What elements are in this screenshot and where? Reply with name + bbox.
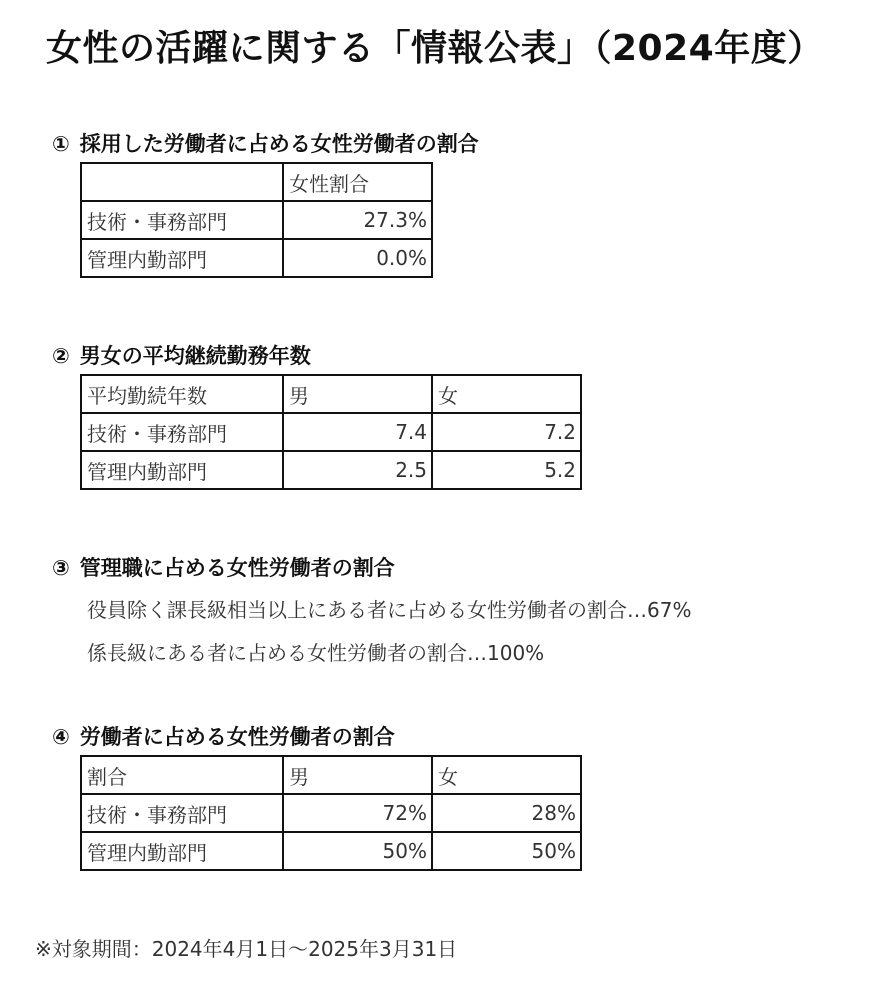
table-cell-value: 72% <box>283 794 432 832</box>
section-2-title: 男女の平均継続勤務年数 <box>79 344 311 368</box>
page-title: 女性の活躍に関する「情報公表」（2024年度） <box>46 28 824 69</box>
table-cell-value: 28% <box>432 794 581 832</box>
section-3-heading <box>52 552 395 582</box>
table-row-label: 技術・事務部門 <box>81 201 283 239</box>
table-row-label: 管理内勤部門 <box>81 451 283 489</box>
table-row-label: 技術・事務部門 <box>81 794 283 832</box>
section-3-title: 管理職に占める女性労働者の割合 <box>79 556 395 580</box>
table-row <box>81 832 581 870</box>
table-header-cell: 男 <box>283 375 432 413</box>
table-cell-value: 7.2 <box>432 413 581 451</box>
table-row <box>81 413 581 451</box>
workforce-gender-ratio-table <box>80 755 582 871</box>
section-2-heading <box>52 340 311 370</box>
section-4-number: ④ <box>52 725 70 749</box>
target-period-note: ※対象期間：2024年4月1日～2025年3月31日 <box>35 937 458 961</box>
chief-ratio-line: 係長級にある者に占める女性労働者の割合…100% <box>87 641 545 665</box>
section-1-heading <box>52 128 479 158</box>
table-header-row <box>81 756 581 794</box>
manager-ratio-line: 役員除く課長級相当以上にある者に占める女性労働者の割合…67% <box>87 598 692 622</box>
section-4-title: 労働者に占める女性労働者の割合 <box>79 725 395 749</box>
table-header-cell: 割合 <box>81 756 283 794</box>
table-row <box>81 239 432 277</box>
table-header-cell: 女 <box>432 375 581 413</box>
table-row <box>81 794 581 832</box>
table-cell-value: 50% <box>283 832 432 870</box>
section-1-title: 採用した労働者に占める女性労働者の割合 <box>79 132 479 156</box>
table-row <box>81 451 581 489</box>
table-header-row <box>81 375 581 413</box>
section-4-heading <box>52 721 395 751</box>
table-cell-value: 7.4 <box>283 413 432 451</box>
table-row-label: 技術・事務部門 <box>81 413 283 451</box>
table-cell-value: 0.0% <box>283 239 432 277</box>
table-header-cell: 男 <box>283 756 432 794</box>
table-header-cell: 平均勤続年数 <box>81 375 283 413</box>
table-cell-value: 27.3% <box>283 201 432 239</box>
table-header-cell: 女性割合 <box>283 163 432 201</box>
table-header-row <box>81 163 432 201</box>
section-3-number: ③ <box>52 556 70 580</box>
table-cell-value: 50% <box>432 832 581 870</box>
table-cell-value: 5.2 <box>432 451 581 489</box>
section-2-number: ② <box>52 344 70 368</box>
table-row-label: 管理内勤部門 <box>81 239 283 277</box>
female-hiring-ratio-table <box>80 162 433 278</box>
table-cell-value: 2.5 <box>283 451 432 489</box>
table-row-label: 管理内勤部門 <box>81 832 283 870</box>
table-row <box>81 201 432 239</box>
average-tenure-table <box>80 374 582 490</box>
table-header-cell: 女 <box>432 756 581 794</box>
table-header-cell <box>81 163 283 201</box>
section-1-number: ① <box>52 132 70 156</box>
